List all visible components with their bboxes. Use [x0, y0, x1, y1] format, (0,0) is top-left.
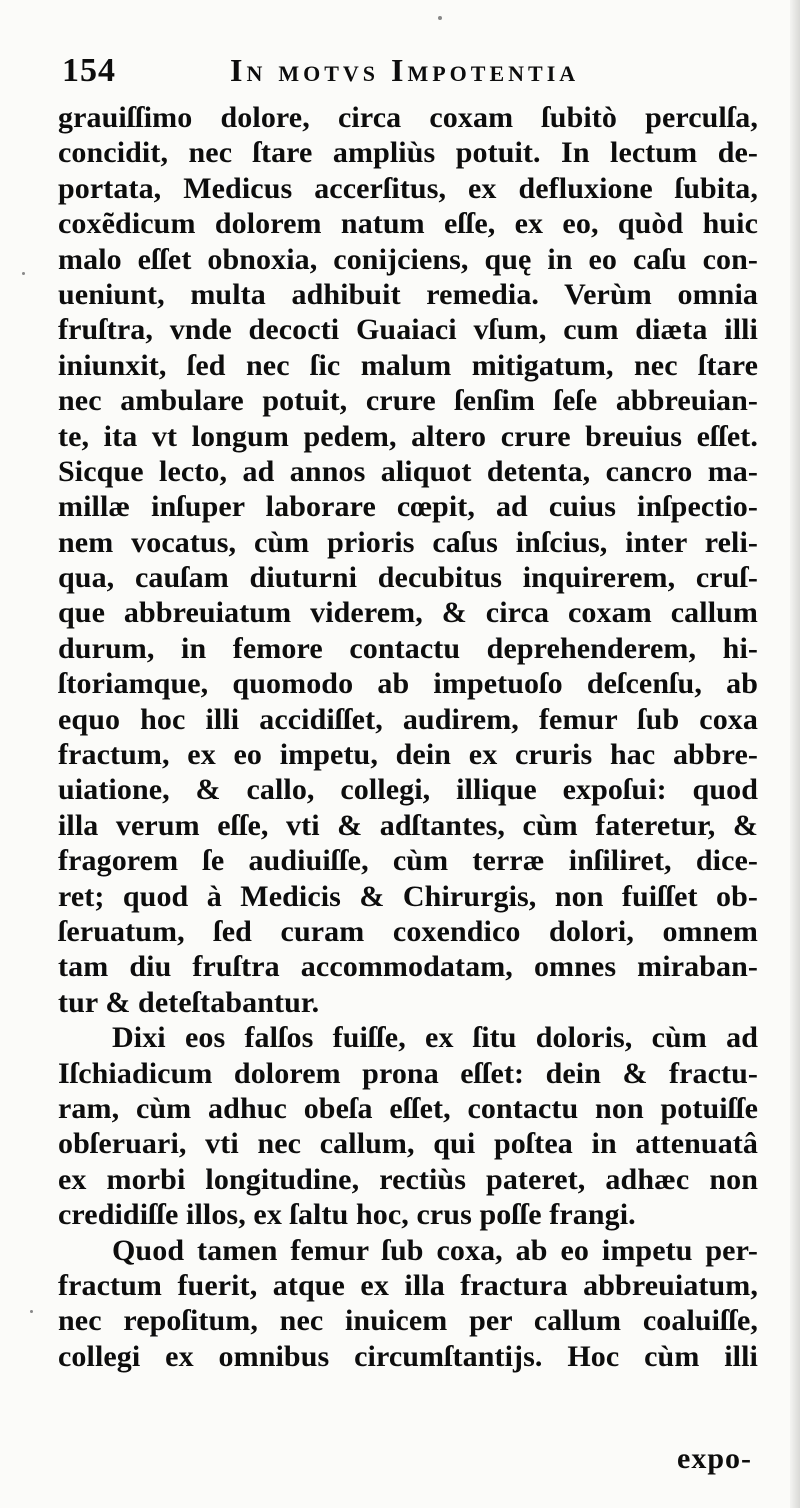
text-line: tam diu fruſtra accommodatam, omnes miraban-	[58, 950, 758, 984]
text-line: iniunxit, ſed nec ſic malum mitigatum, nec ſtare	[58, 348, 758, 382]
text-line: ret; quod à Medicis & Chirurgis, non fuiſſet ob-	[58, 879, 758, 913]
text-line: Quod tamen femur ſub coxa, ab eo impetu per-	[112, 1233, 758, 1267]
text-line: Dixi eos falſos fuiſſe, ex ſitu doloris, cùm ad	[112, 1021, 758, 1055]
text-line: coxẽdicum dolorem natum eſſe, ex eo, quòd huic	[58, 207, 758, 241]
ink-speck	[438, 16, 442, 20]
text-line: nem vocatus, cùm prioris caſus inſcius, inter reli-	[58, 525, 758, 559]
text-line: que abbreuiatum viderem, & circa coxam callum	[58, 596, 758, 630]
text-line: qua, cauſam diuturni decubitus inquirerem, cruſ-	[58, 561, 758, 595]
text-line: te, ita vt longum pedem, altero crure breuius eſſet.	[58, 419, 758, 453]
text-line: nec ambulare potuit, crure ſenſim ſeſe abbreuian-	[58, 384, 758, 418]
text-line: grauiſſimo dolore, circa coxam ſubitò perculſa,	[58, 101, 758, 134]
text-line: uiatione, & callo, collegi, illique expoſui: quod	[58, 773, 758, 807]
text-line: durum, in femore contactu deprehenderem, hi-	[58, 631, 758, 665]
text-line: tur & deteſtabantur.	[58, 985, 320, 1019]
ink-speck	[22, 272, 25, 275]
text-line: millæ inſuper laborare cœpit, ad cuius inſpectio-	[58, 490, 758, 524]
text-line: ſtoriamque, quomodo ab impetuoſo deſcenſu, ab	[58, 667, 758, 701]
catchword: expo-	[677, 1442, 752, 1475]
ink-speck	[30, 1310, 33, 1313]
text-line: ſeruatum, ſed curam coxendico dolori, omnem	[58, 914, 758, 948]
page-header	[62, 48, 752, 98]
text-line: credidiſſe illos, ex ſaltu hoc, crus poſſe frangi.	[58, 1198, 636, 1232]
page-edge-shadow	[790, 0, 800, 1508]
text-line: ex morbi longitudine, rectiùs pateret, adhæc non	[58, 1162, 758, 1196]
text-line: fractum fuerit, atque ex illa fractura abbreuiatum,	[58, 1268, 758, 1302]
text-line: fragorem ſe audiuiſſe, cùm terræ inſiliret, dice-	[58, 844, 758, 878]
text-line: concidit, nec ſtare ampliùs potuit. In lectum de-	[58, 136, 758, 170]
text-line: portata, Medicus accerſitus, ex defluxione ſubita,	[58, 171, 758, 205]
body-text	[58, 100, 758, 1374]
running-head: In motvs Impotentia	[230, 52, 580, 88]
text-line: illa verum eſſe, vti & adſtantes, cùm fateretur, &	[58, 808, 758, 842]
text-line: ram, cùm adhuc obeſa eſſet, contactu non potuiſſe	[58, 1091, 758, 1125]
text-line: fruſtra, vnde decocti Guaiaci vſum, cum diæta illi	[58, 313, 758, 347]
text-line: fractum, ex eo impetu, dein ex cruris hac abbre-	[58, 738, 758, 772]
page-number: 154	[62, 52, 116, 89]
text-line: Sicque lecto, ad annos aliquot detenta, cancro ma-	[58, 454, 758, 488]
text-line: nec repoſitum, nec inuicem per callum coaluiſſe,	[58, 1304, 758, 1338]
text-line: Iſchiadicum dolorem prona eſſet: dein & fractu-	[58, 1056, 758, 1090]
text-line: equo hoc illi accidiſſet, audirem, femur ſub coxa	[58, 702, 758, 736]
text-line: obſeruari, vti nec callum, qui poſtea in attenuatâ	[58, 1127, 758, 1161]
text-line: ueniunt, multa adhibuit remedia. Verùm omnia	[58, 277, 758, 311]
text-line: collegi ex omnibus circumſtantijs. Hoc cùm illi	[58, 1339, 758, 1373]
text-line: malo eſſet obnoxia, conijciens, quę in eo caſu con-	[58, 242, 758, 276]
